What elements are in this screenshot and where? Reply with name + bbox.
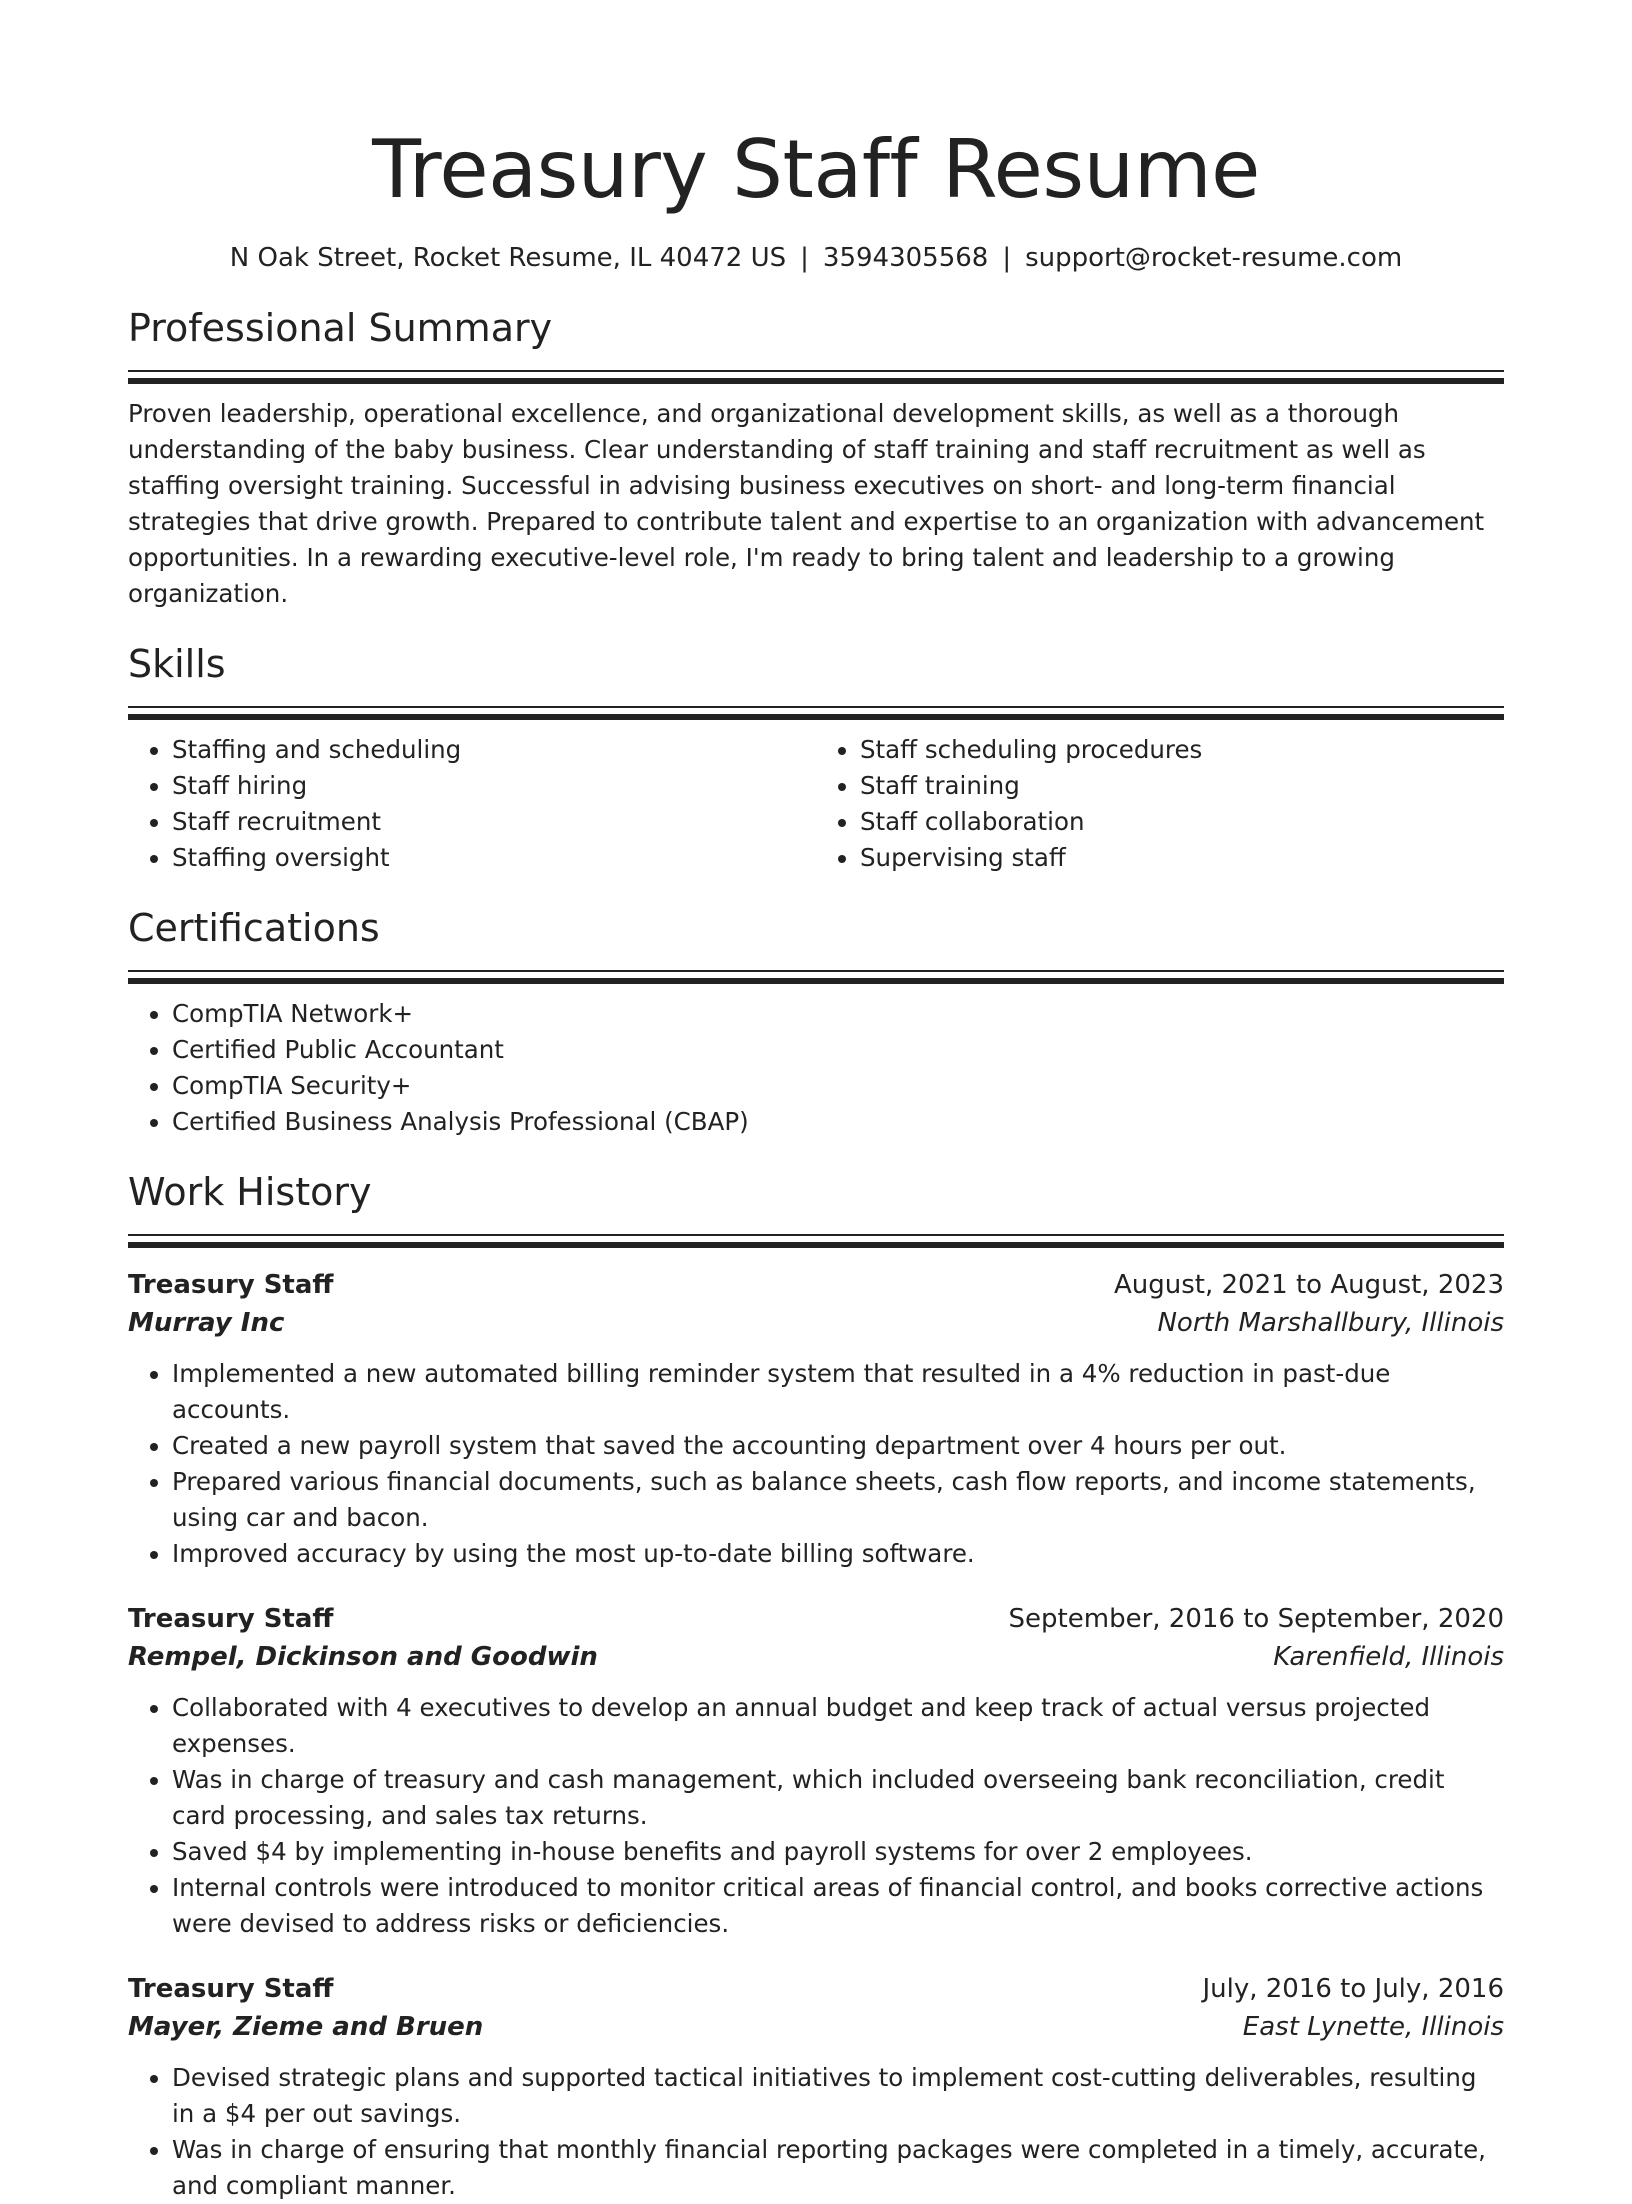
section-title-work-history: Work History [128, 1170, 372, 1214]
job-subheader [128, 1304, 1504, 1342]
skills-columns [128, 732, 1504, 876]
job-entry [128, 1970, 1504, 2204]
certification-item: • CompTIA Network+ [172, 996, 1504, 1032]
job-header [128, 1266, 1504, 1304]
certification-item: • Certified Business Analysis Professional (CBAP) [172, 1104, 1504, 1140]
job-title: Treasury Staff [128, 1604, 334, 1634]
section-divider-thick [128, 978, 1504, 984]
job-dates: August, 2021 to August, 2023 [1114, 1270, 1504, 1300]
skill-item: • Staffing oversight [172, 840, 816, 876]
job-company: Rempel, Dickinson and Goodwin [128, 1642, 598, 1672]
job-subheader [128, 1638, 1504, 1676]
job-bullets [128, 2060, 1504, 2204]
resume-title: Treasury Staff Resume [372, 123, 1260, 216]
certifications-list [128, 996, 1504, 1140]
job-bullet: • Saved $4 by implementing in-house benefits and payroll systems for over 2 employees. [172, 1834, 1504, 1870]
skill-item: • Staff recruitment [172, 804, 816, 840]
section-divider [128, 970, 1504, 972]
section-divider [128, 370, 1504, 372]
work-history-section [128, 1166, 1504, 2204]
job-entry [128, 1600, 1504, 1942]
section-title-skills: Skills [128, 642, 226, 686]
summary-text: Proven leadership, operational excellence, and organizational development skills, as well as a thorough understanding of the baby business. Clear understanding of staff training and staff recruitment as well as staffing oversight training. Successful in advising business executives on short- and long-term financial strategies that drive growth. Prepared to contribute talent and expertise to an organization with advancement opportunities. In a rewarding executive-level role, I'm ready to bring talent and leadership to a growing organization. [128, 399, 1485, 608]
job-header [128, 1970, 1504, 2008]
skill-item: • Staff scheduling procedures [860, 732, 1504, 768]
job-bullet: • Was in charge of treasury and cash management, which included overseeing bank reconciliation, credit card processing, and sales tax returns. [172, 1762, 1504, 1834]
job-title: Treasury Staff [128, 1270, 334, 1300]
certification-item: • CompTIA Security+ [172, 1068, 1504, 1104]
skills-list-left [128, 732, 816, 876]
job-location: North Marshallbury, Illinois [1157, 1308, 1504, 1338]
skill-item: • Staff training [860, 768, 1504, 804]
skill-item: • Staffing and scheduling [172, 732, 816, 768]
job-location: East Lynette, Illinois [1242, 2012, 1504, 2042]
section-divider-thick [128, 378, 1504, 384]
section-title-summary: Professional Summary [128, 306, 553, 350]
section-divider [128, 706, 1504, 708]
job-bullet: • Implemented a new automated billing reminder system that resulted in a 4% reduction in past-due accounts. [172, 1356, 1504, 1428]
skill-item: • Supervising staff [860, 840, 1504, 876]
job-company: Murray Inc [128, 1308, 285, 1338]
job-bullet: • Prepared various financial documents, such as balance sheets, cash flow reports, and income statements, using car and bacon. [172, 1464, 1504, 1536]
job-bullet: • Improved accuracy by using the most up-to-date billing software. [172, 1536, 1504, 1572]
job-dates: September, 2016 to September, 2020 [1008, 1604, 1504, 1634]
skills-section [128, 638, 1504, 876]
job-location: Karenfield, Illinois [1273, 1642, 1504, 1672]
skill-item: • Staff hiring [172, 768, 816, 804]
job-bullet: • Internal controls were introduced to monitor critical areas of financial control, and books corrective actions were devised to address risks or deficiencies. [172, 1870, 1504, 1942]
job-bullet: • Was in charge of ensuring that monthly financial reporting packages were completed in a timely, accurate, and compliant manner. [172, 2132, 1504, 2204]
job-bullet: • Collaborated with 4 executives to develop an annual budget and keep track of actual versus projected expenses. [172, 1690, 1504, 1762]
summary-section [128, 302, 1504, 612]
job-header [128, 1600, 1504, 1638]
job-title: Treasury Staff [128, 1974, 334, 2004]
job-bullets [128, 1356, 1504, 1572]
skills-list-right [816, 732, 1504, 876]
contact-phone: 3594305568 [822, 243, 989, 273]
contact-address: N Oak Street, Rocket Resume, IL 40472 US [229, 243, 787, 273]
section-title-certifications: Certifications [128, 906, 380, 950]
skill-item: • Staff collaboration [860, 804, 1504, 840]
contact-separator: | [1002, 243, 1012, 273]
contact-line [128, 240, 1504, 276]
job-dates: July, 2016 to July, 2016 [1202, 1974, 1504, 2004]
section-divider-thick [128, 714, 1504, 720]
certification-item: • Certified Public Accountant [172, 1032, 1504, 1068]
job-company: Mayer, Zieme and Bruen [128, 2012, 484, 2042]
job-bullets [128, 1690, 1504, 1942]
job-bullet: • Created a new payroll system that saved the accounting department over 4 hours per out. [172, 1428, 1504, 1464]
section-divider-thick [128, 1242, 1504, 1248]
job-entry [128, 1266, 1504, 1572]
contact-separator: | [800, 243, 809, 273]
contact-email: support@rocket-resume.com [1025, 243, 1403, 273]
certifications-section [128, 902, 1504, 1140]
job-bullet: • Devised strategic plans and supported tactical initiatives to implement cost-cutting deliverables, resulting in a $4 per out savings. [172, 2060, 1504, 2132]
job-subheader [128, 2008, 1504, 2046]
section-divider [128, 1234, 1504, 1236]
